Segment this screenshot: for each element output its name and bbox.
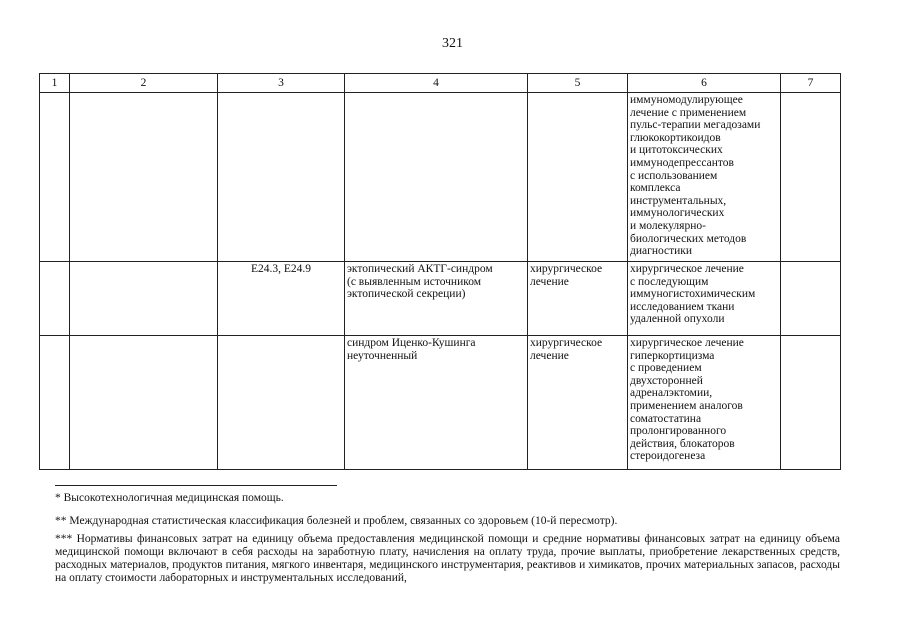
treatment-method-cell: хирургическое лечение с последующим иммуногистохимическим исследованием ткани удаленной опухоли [628, 262, 781, 336]
column-header: 4 [345, 74, 528, 93]
diagnosis-cell: синдром Иценко-Кушинга неуточненный [345, 336, 528, 470]
table-cell [781, 262, 841, 336]
diagnosis-cell: эктопический АКТГ-синдром (с выявленным источником эктопической секреции) [345, 262, 528, 336]
footnote-2: ** Международная статистическая классификация болезней и проблем, связанных со здоровьем (10-й пересмотр). [55, 515, 618, 527]
treatment-method-cell: хирургическое лечение гиперкортицизма с проведением двухсторонней адреналэктомии, применением аналогов соматостатина пролонгированного действия, блокаторов стероидогенеза [628, 336, 781, 470]
table-row [40, 93, 841, 262]
icd-code-cell [218, 336, 345, 470]
table-row [40, 262, 841, 336]
table-cell [70, 93, 218, 262]
header-row [40, 74, 841, 93]
table-cell [781, 336, 841, 470]
icd-code-cell [218, 93, 345, 262]
table-cell [40, 262, 70, 336]
column-header: 6 [628, 74, 781, 93]
footnote-1: * Высокотехнологичная медицинская помощь. [55, 492, 284, 504]
icd-code-cell: E24.3, E24.9 [218, 262, 345, 336]
treatment-type-cell: хирургическое лечение [528, 262, 628, 336]
table-cell [70, 262, 218, 336]
treatment-type-cell [528, 93, 628, 262]
table-cell [40, 336, 70, 470]
column-header: 5 [528, 74, 628, 93]
table-cell [70, 336, 218, 470]
footnote-divider [55, 485, 337, 486]
treatment-method-cell: иммуномодулирующее лечение с применением пульс-терапии мегадозами глюкокортикоидов и цитотоксических иммунодепрессантов с использованием комплекса инструментальных, иммунологических и молекулярно- биологических методов диагностики [628, 93, 781, 262]
page-number: 321 [442, 36, 463, 51]
column-header: 3 [218, 74, 345, 93]
column-header: 7 [781, 74, 841, 93]
table-cell [781, 93, 841, 262]
footnote-3: *** Нормативы финансовых затрат на единицу объема предоставления медицинской помощи и средние нормативы финансовых затрат на единицу объема медицинской помощи включают в себя расходы на заработную плату, начисления на оплату труда, прочие выплаты, приобретение лекарственных средств, расходных материалов, продуктов питания, мягкого инвентаря, медицинского инструментария, реактивов и химикатов, прочих материальных запасов, расходы на оплату стоимости лабораторных и инструментальных исследований, [55, 533, 840, 584]
diagnosis-cell [345, 93, 528, 262]
table-cell [40, 93, 70, 262]
column-header: 1 [40, 74, 70, 93]
treatment-type-cell: хирургическое лечение [528, 336, 628, 470]
column-header: 2 [70, 74, 218, 93]
table-row [40, 336, 841, 470]
medical-care-table [39, 73, 841, 470]
